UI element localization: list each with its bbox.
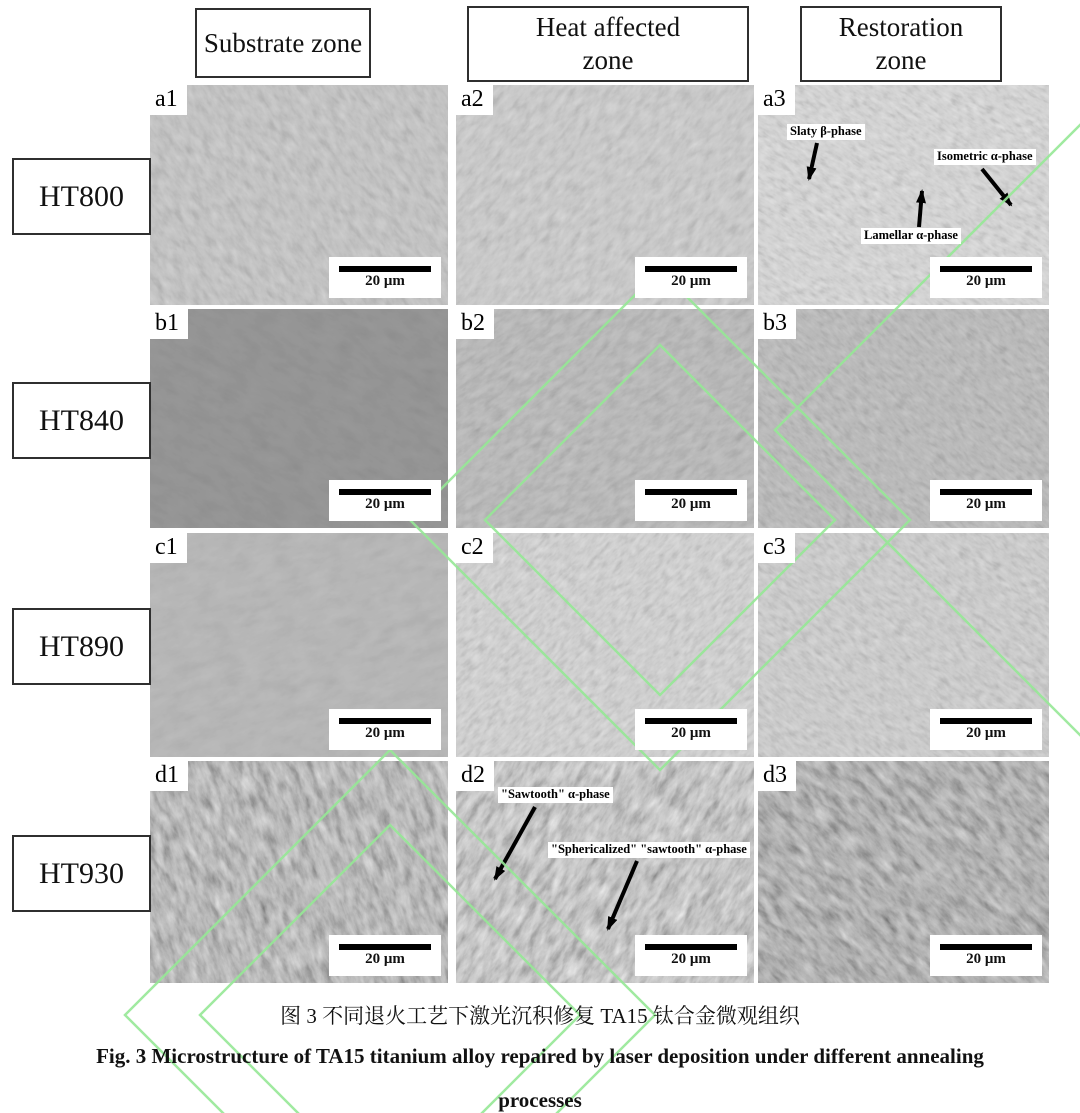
scale-bar-c1 — [329, 709, 441, 750]
scale-bar-line — [339, 489, 431, 495]
scale-bar-label: 20 μm — [966, 496, 1006, 512]
column-header-substrate-zone — [195, 8, 371, 78]
scale-bar-line — [940, 489, 1032, 495]
panel-label-a1: a1 — [150, 85, 187, 115]
micrograph-panel-d1 — [150, 761, 448, 983]
scale-bar-line — [940, 266, 1032, 272]
scale-bar-line — [645, 489, 737, 495]
scale-bar-label: 20 μm — [671, 951, 711, 967]
micrograph-panel-b2 — [456, 309, 754, 528]
panel-label-d1: d1 — [150, 761, 188, 791]
scale-bar-line — [940, 718, 1032, 724]
panel-label-c1: c1 — [150, 533, 187, 563]
scale-bar-b2 — [635, 480, 747, 521]
scale-bar-b3 — [930, 480, 1042, 521]
row-label-ht840: HT840 — [12, 382, 151, 459]
scale-bar-line — [645, 718, 737, 724]
micrograph-panel-b3 — [758, 309, 1049, 528]
figure-caption-en-line1: Fig. 3 Microstructure of TA15 titanium alloy repaired by laser deposition under different annealing — [96, 1044, 984, 1068]
micrograph-panel-c3 — [758, 533, 1049, 757]
column-header-restoration-zone — [800, 6, 1002, 82]
annotation-isometric-alpha-phase: Isometric α-phase — [934, 149, 1036, 165]
scale-bar-label: 20 μm — [365, 951, 405, 967]
micrograph-panel-a2 — [456, 85, 754, 305]
annotation-sawtooth-alpha-phase: "Sawtooth" α-phase — [498, 787, 613, 803]
scale-bar-a1 — [329, 257, 441, 298]
scale-bar-a2 — [635, 257, 747, 298]
panel-label-d3: d3 — [758, 761, 796, 791]
scale-bar-line — [645, 944, 737, 950]
annotation-sphericalized-sawtooth-alpha-phase: "Sphericalized" "sawtooth" α-phase — [548, 842, 750, 858]
micrograph-panel-c1 — [150, 533, 448, 757]
scale-bar-c2 — [635, 709, 747, 750]
scale-bar-label: 20 μm — [365, 725, 405, 741]
micrograph-panel-d2 — [456, 761, 754, 983]
scale-bar-label: 20 μm — [966, 273, 1006, 289]
row-label-ht800: HT800 — [12, 158, 151, 235]
panel-label-d2: d2 — [456, 761, 494, 791]
column-header-heat-affected-zone-label: Heat affected zone — [535, 12, 681, 75]
scale-bar-label: 20 μm — [365, 273, 405, 289]
column-header-heat-affected-zone — [467, 6, 749, 82]
figure-caption-zh: 图 3 不同退火工艺下激光沉积修复 TA15 钛合金微观组织 — [280, 1004, 800, 1028]
panel-label-a2: a2 — [456, 85, 493, 115]
panel-label-c2: c2 — [456, 533, 493, 563]
column-header-restoration-zone-label: Restoration zone — [838, 12, 964, 75]
scale-bar-d2 — [635, 935, 747, 976]
scale-bar-line — [645, 266, 737, 272]
annotation-lamellar-alpha-phase: Lamellar α-phase — [861, 228, 961, 244]
scale-bar-d3 — [930, 935, 1042, 976]
scale-bar-label: 20 μm — [966, 951, 1006, 967]
column-header-substrate-zone-label: Substrate zone — [203, 27, 363, 58]
panel-label-b1: b1 — [150, 309, 188, 339]
panel-label-a3: a3 — [758, 85, 795, 115]
micrograph-panel-c2 — [456, 533, 754, 757]
micrograph-panel-d3 — [758, 761, 1049, 983]
annotation-slaty-beta-phase: Slaty β-phase — [787, 124, 865, 140]
scale-bar-d1 — [329, 935, 441, 976]
scale-bar-label: 20 μm — [671, 725, 711, 741]
scale-bar-line — [339, 718, 431, 724]
scale-bar-c3 — [930, 709, 1042, 750]
scale-bar-line — [339, 266, 431, 272]
scale-bar-label: 20 μm — [671, 273, 711, 289]
panel-label-c3: c3 — [758, 533, 795, 563]
micrograph-panel-a3 — [758, 85, 1049, 305]
micrograph-panel-a1 — [150, 85, 448, 305]
scale-bar-line — [339, 944, 431, 950]
scale-bar-b1 — [329, 480, 441, 521]
scale-bar-label: 20 μm — [365, 496, 405, 512]
scale-bar-label: 20 μm — [671, 496, 711, 512]
panel-label-b2: b2 — [456, 309, 494, 339]
scale-bar-label: 20 μm — [966, 725, 1006, 741]
scale-bar-a3 — [930, 257, 1042, 298]
micrograph-panel-b1 — [150, 309, 448, 528]
scale-bar-line — [940, 944, 1032, 950]
figure-caption-en-line2: processes — [498, 1088, 582, 1112]
panel-label-b3: b3 — [758, 309, 796, 339]
row-label-ht930: HT930 — [12, 835, 151, 912]
row-label-ht890: HT890 — [12, 608, 151, 685]
